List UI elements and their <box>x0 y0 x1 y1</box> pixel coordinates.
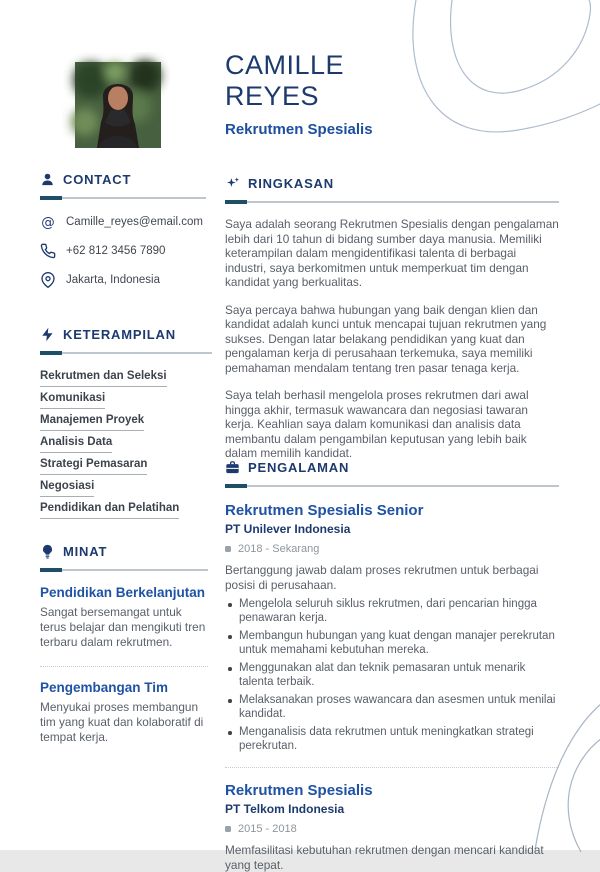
skill-item: Komunikasi <box>40 392 105 409</box>
calendar-icon <box>225 826 231 832</box>
skills-title: KETERAMPILAN <box>63 327 176 342</box>
skill-item: Negosiasi <box>40 480 94 497</box>
interests-title: MINAT <box>63 544 108 559</box>
calendar-icon <box>225 546 231 552</box>
experience-title: PENGALAMAN <box>248 460 350 475</box>
profile-photo-image <box>75 62 161 148</box>
dotted-separator <box>225 767 559 768</box>
phone-icon <box>40 243 56 259</box>
skills-section <box>40 327 212 519</box>
job-bullet: Menganalisis data rekrutmen untuk meningkatkan strategi perekrutan. <box>225 726 559 753</box>
skill-list <box>40 370 212 519</box>
job-bullet-list <box>225 598 559 753</box>
job-bullet: Menggunakan alat dan teknik pemasaran untuk menarik talenta terbaik. <box>225 662 559 689</box>
contact-title: CONTACT <box>63 172 132 187</box>
location-pin-icon <box>40 272 56 288</box>
summary-section <box>225 176 559 461</box>
interest-heading: Pendidikan Berkelanjutan <box>40 585 206 600</box>
sparkle-icon <box>225 176 240 191</box>
profile-photo <box>75 62 161 148</box>
job-entry <box>225 502 559 753</box>
job-company: PT Unilever Indonesia <box>225 522 351 536</box>
person-icon <box>40 172 55 187</box>
interest-item <box>40 585 208 650</box>
header <box>225 50 445 138</box>
interests-section <box>40 544 208 745</box>
contact-email-row <box>40 214 206 230</box>
contact-location-row <box>40 272 206 288</box>
section-divider <box>40 196 206 200</box>
summary-paragraph: Saya percaya bahwa hubungan yang baik dengan klien dan kandidat adalah kunci untuk mencapai tujuan rekrutmen yang sukses. Dengan latar belakang pendidikan yang kuat dan pengalaman kerja di perusahaan terkemuka, saya memiliki pemahaman mendalam tentang tren pasar tenaga kerja. <box>225 302 547 375</box>
skill-item: Rekrutmen dan Seleksi <box>40 370 167 387</box>
skill-item: Manajemen Proyek <box>40 414 144 431</box>
interest-item <box>40 680 208 745</box>
job-period: 2018 - Sekarang <box>238 543 320 555</box>
contact-email: Camille_reyes@email.com <box>66 216 203 228</box>
lightbulb-icon <box>40 544 55 559</box>
section-divider <box>40 568 208 572</box>
skill-item: Pendidikan dan Pelatihan <box>40 502 179 519</box>
job-entry <box>225 782 559 872</box>
job-title: Rekrutmen Spesialis <box>225 782 373 799</box>
svg-text:@: @ <box>41 214 55 231</box>
job-company: PT Telkom Indonesia <box>225 802 345 816</box>
contact-phone: +62 812 3456 7890 <box>66 245 166 257</box>
job-bullet: Membangun hubungan yang kuat dengan manajer perekrutan untuk memahami kebutuhan mereka. <box>225 630 559 657</box>
job-bullet: Melaksanakan proses wawancara dan asesmen untuk menilai kandidat. <box>225 694 559 721</box>
section-divider <box>225 484 559 488</box>
briefcase-icon <box>225 460 240 475</box>
lightning-bolt-icon <box>40 327 55 342</box>
job-bullet: Mengelola seluruh siklus rekrutmen, dari pencarian hingga penawaran kerja. <box>225 598 559 625</box>
interest-heading: Pengembangan Tim <box>40 680 169 695</box>
at-icon <box>40 214 56 230</box>
interest-text: Menyukai proses membangun tim yang kuat dan kolaboratif di tempat kerja. <box>40 700 204 744</box>
summary-paragraph: Saya adalah seorang Rekrutmen Spesialis dengan pengalaman lebih dari 10 tahun di bidang sumber daya manusia. Memiliki keterampilan dalam mengidentifikasi talenta di berbagai industri, saya berkomitmen untuk memperkuat tim dengan kandidat yang berkualitas. <box>225 217 559 289</box>
job-description: Memfasilitasi kebutuhan rekrutmen dengan mencari kandidat yang tepat. <box>225 843 544 872</box>
dotted-separator <box>40 666 208 667</box>
section-divider <box>40 351 212 355</box>
contact-section <box>40 172 206 288</box>
job-title: Rekrutmen Spesialis Senior <box>225 502 424 519</box>
contact-phone-row <box>40 243 206 259</box>
person-name: CAMILLE REYES <box>225 50 345 111</box>
section-divider <box>225 200 559 204</box>
job-description: Bertanggung jawab dalam proses rekrutmen untuk berbagai posisi di perusahaan. <box>225 563 539 592</box>
skill-item: Strategi Pemasaran <box>40 458 147 475</box>
job-period: 2015 - 2018 <box>238 823 297 835</box>
contact-location: Jakarta, Indonesia <box>66 274 160 286</box>
interest-text: Sangat bersemangat untuk terus belajar dan mengikuti tren terbaru dalam rekrutmen. <box>40 605 206 649</box>
person-title: Rekrutmen Spesialis <box>225 121 373 138</box>
job-period-row <box>225 543 559 555</box>
experience-section <box>225 460 559 872</box>
job-period-row <box>225 823 559 835</box>
skill-item: Analisis Data <box>40 436 112 453</box>
summary-title: RINGKASAN <box>248 176 334 191</box>
summary-paragraph: Saya telah berhasil mengelola proses rekrutmen dari awal hingga akhir, termasuk wawancara dan negosiasi tawaran kerja. Keahlian saya dalam komunikasi dan analisis data membantu dalam pengambilan keputusan yang lebih baik dalam memilih kandidat. <box>225 388 529 460</box>
